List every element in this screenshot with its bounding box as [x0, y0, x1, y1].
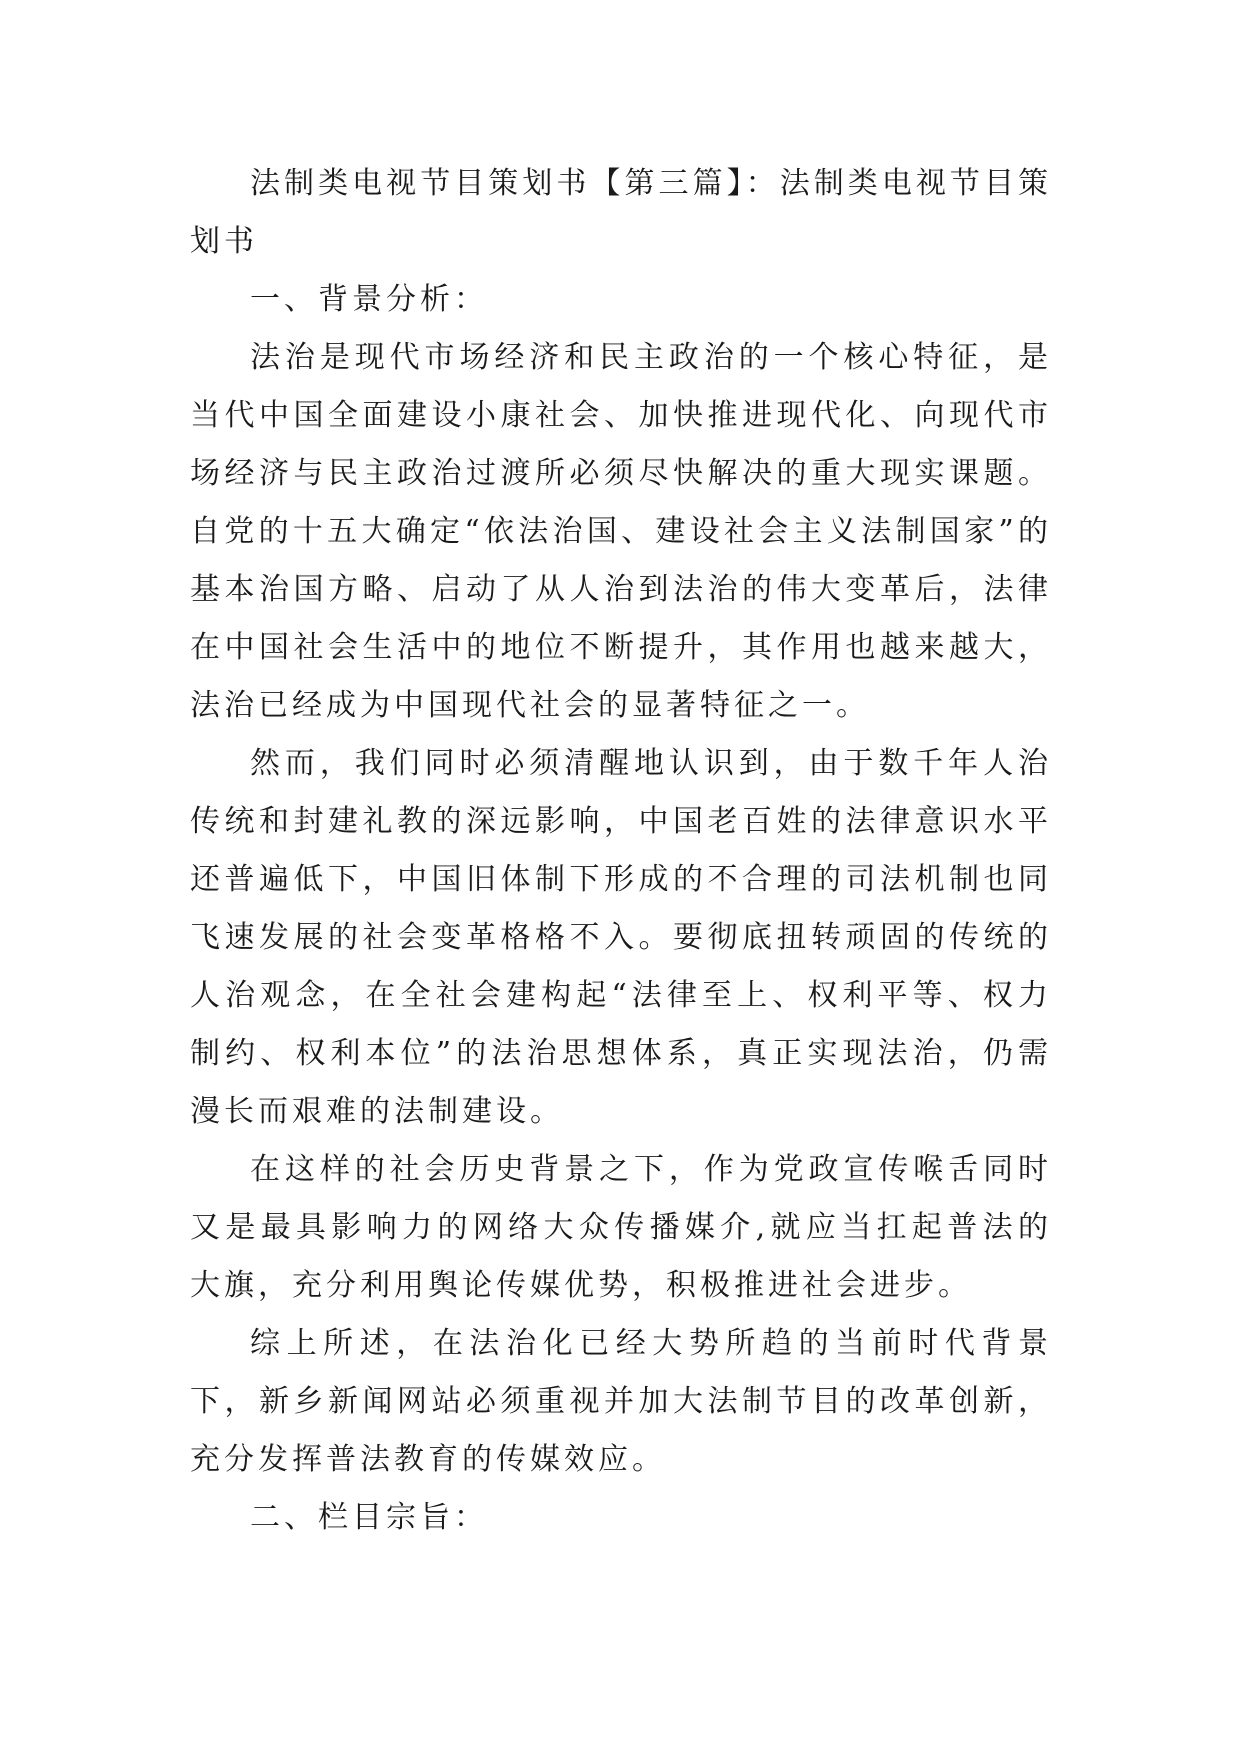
paragraph-media-role: 在这样的社会历史背景之下，作为党政宣传喉舌同时又是最具影响力的网络大众传播媒介,就应当扛起普法的大旗，充分利用舆论传媒优势，积极推进社会进步。: [190, 1152, 1052, 1303]
paragraph-rule-of-law: 法治是现代市场经济和民主政治的一个核心特征，是当代中国全面建设小康社会、加快推进现代化、向现代市场经济与民主政治过渡所必须尽快解决的重大现实课题。自党的十五大确定“依法治国、建设社会主义法制国家”的基本治国方略、启动了从人治到法治的伟大变革后，法律在中国社会生活中的地位不断提升，其作用也越来越大，法治已经成为中国现代社会的显著特征之一。: [190, 340, 1052, 723]
section-heading-purpose: 二、栏目宗旨：: [250, 1500, 488, 1535]
document-title: 法制类电视节目策划书【第三篇】：法制类电视节目策划书: [190, 166, 1052, 259]
paragraph-challenges: 然而，我们同时必须清醒地认识到，由于数千年人治传统和封建礼教的深远影响，中国老百姓的法律意识水平还普遍低下，中国旧体制下形成的不合理的司法机制也同飞速发展的社会变革格格不入。要彻底扭转顽固的传统的人治观念，在全社会建构起“法律至上、权利平等、权力制约、权利本位”的法治思想体系，真正实现法治，仍需漫长而艰难的法制建设。: [190, 746, 1052, 1129]
section-heading-background: 一、背景分析：: [250, 282, 488, 317]
paragraph-summary: 综上所述，在法治化已经大势所趋的当前时代背景下，新乡新闻网站必须重视并加大法制节目的改革创新，充分发挥普法教育的传媒效应。: [190, 1326, 1052, 1477]
document-body: [190, 155, 1052, 1547]
